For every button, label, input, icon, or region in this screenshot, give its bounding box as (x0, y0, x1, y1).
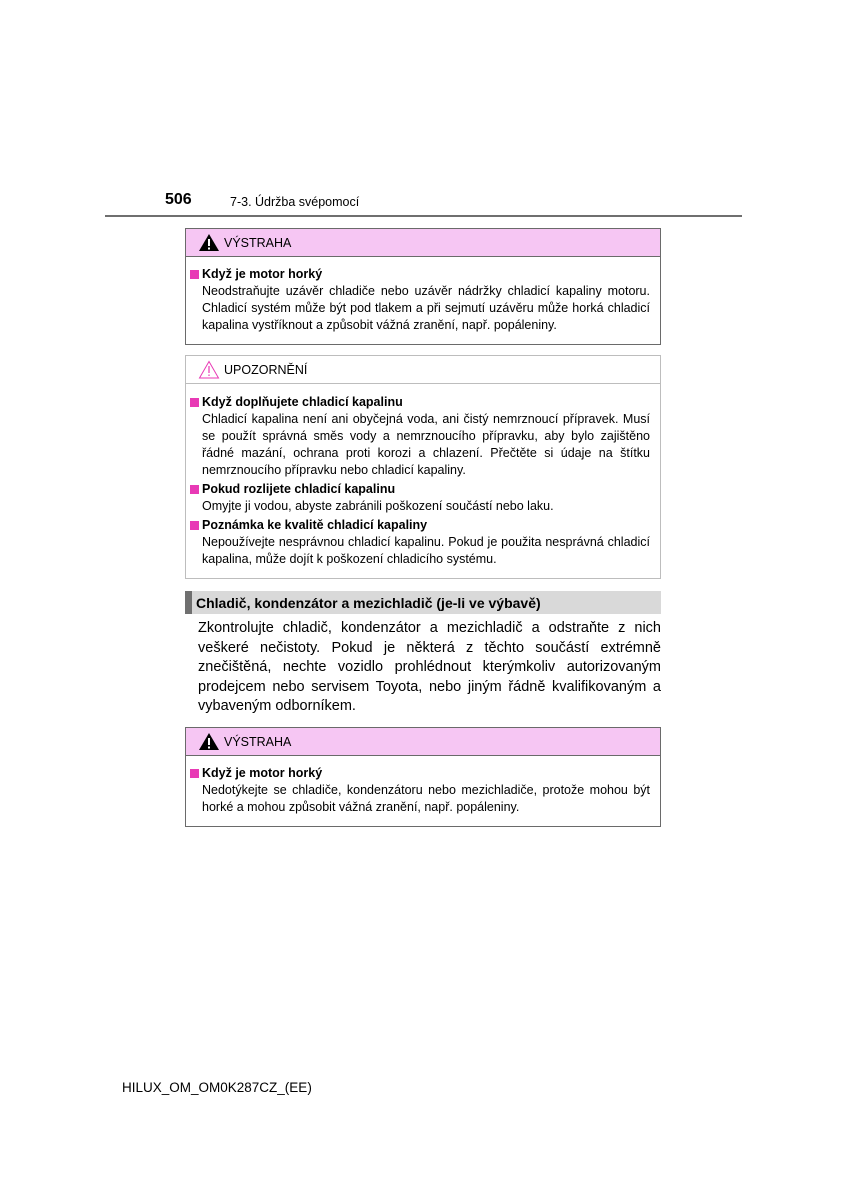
warning-item (190, 266, 650, 334)
header-divider (105, 215, 742, 217)
page-number: 506 (165, 191, 192, 208)
warning-box-body (186, 756, 660, 826)
warning-item (190, 765, 650, 816)
warning-label: VÝSTRAHA (224, 734, 292, 749)
item-title (190, 765, 650, 782)
item-title-text: Když doplňujete chladicí kapalinu (202, 395, 403, 409)
item-text: Nepoužívejte nesprávnou chladicí kapalinu. Pokud je použita nesprávná chladicí kapalina, může dojít k poškození chladicího systému. (202, 535, 650, 566)
item-text: Chladicí kapalina není ani obyčejná voda, ani čistý nemrznoucí přípravek. Musí se použít správná směs vody a nemrznoucího přípravku, aby bylo zajištěno řádné mazání, ochrana proti korozi a chlazení. Přečtěte si údaje na štítku nemrznoucího přípravku nebo chladicí kapaliny. (202, 412, 650, 477)
item-title (190, 266, 650, 283)
item-title-text: Když je motor horký (202, 267, 323, 281)
warning-box-body (186, 257, 660, 344)
section-heading-text: Chladič, kondenzátor a mezichladič (je-li ve výbavě) (196, 594, 541, 611)
warning-box-hot-engine (185, 228, 661, 345)
item-title-text: Poznámka ke kvalitě chladicí kapaliny (202, 518, 428, 532)
warning-box-header (186, 728, 660, 756)
item-title (190, 481, 650, 498)
warning-box-hot-engine-radiator (185, 727, 661, 827)
item-title (190, 394, 650, 411)
caution-item (190, 394, 650, 479)
caution-box-header (186, 356, 660, 384)
caution-item (190, 481, 650, 515)
section-paragraph: Zkontrolujte chladič, kondenzátor a mezichladič a odstraňte z nich veškeré nečistoty. Pokud je některá z těchto součástí extrémně znečištěná, nechte vozidlo prohlédnout kterýmkoliv autorizovaným prodejcem nebo servisem Toyota, nebo jiným řádně kvalifikovaným a vybaveným odborníkem. (198, 620, 661, 715)
section-heading (185, 591, 661, 614)
item-title-text: Když je motor horký (202, 766, 323, 780)
item-text: Nedotýkejte se chladiče, kondenzátoru nebo mezichladiče, protože mohou být horké a mohou způsobit vážná zranění, např. popáleniny. (202, 783, 650, 814)
item-title-text: Pokud rozlijete chladicí kapalinu (202, 482, 396, 496)
bullet-square-icon (190, 769, 199, 778)
bullet-square-icon (190, 398, 199, 407)
warning-triangle-icon (198, 233, 220, 252)
bullet-square-icon (190, 270, 199, 279)
warning-box-header (186, 229, 660, 257)
bullet-square-icon (190, 485, 199, 494)
bullet-square-icon (190, 521, 199, 530)
caution-box (185, 355, 661, 579)
section-title: 7-3. Údržba svépomocí (230, 195, 360, 209)
warning-triangle-icon (198, 732, 220, 751)
document-code: HILUX_OM_OM0K287CZ_(EE) (122, 1080, 312, 1095)
warning-label: VÝSTRAHA (224, 235, 292, 250)
caution-item (190, 517, 650, 568)
item-text: Omyjte ji vodou, abyste zabránili poškození součástí nebo laku. (202, 499, 554, 513)
item-text: Neodstraňujte uzávěr chladiče nebo uzávěr nádržky chladicí kapaliny motoru. Chladicí systém může být pod tlakem a při sejmutí uzávěru může horká chladicí kapalina vystříknout a způsobit vážná zranění, např. popáleniny. (202, 284, 650, 332)
caution-box-body (186, 384, 660, 578)
caution-label: UPOZORNĚNÍ (224, 362, 308, 377)
caution-triangle-icon (198, 360, 220, 379)
item-title (190, 517, 650, 534)
